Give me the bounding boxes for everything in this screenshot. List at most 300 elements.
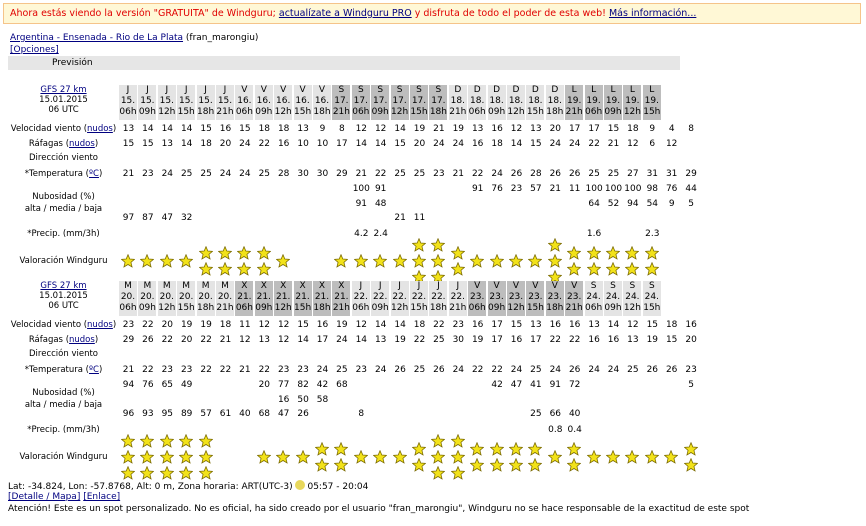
time-header-cell: [468, 85, 486, 120]
cloud-high-value: 91: [471, 184, 484, 194]
day-date: 18.: [470, 96, 485, 106]
time-header-cell: [119, 85, 137, 120]
detail-map-link[interactable]: [Detalle / Mapa]: [8, 492, 81, 502]
day-date: 18.: [547, 96, 562, 106]
banner-text-2: y disfruta de todo el poder de esta web!: [411, 8, 609, 19]
day-date: 18.: [508, 96, 524, 106]
hour: 18h: [197, 107, 215, 117]
weekday: X: [338, 281, 345, 291]
gusts-value: 14: [297, 335, 309, 345]
gusts-unit-link[interactable]: nudos: [69, 139, 95, 149]
rating-star-icon: [606, 246, 620, 260]
day-date: 15.: [120, 96, 136, 106]
gusts-value: 15: [142, 139, 154, 149]
temp-value: 23: [180, 365, 193, 375]
rating-star-icon: [664, 450, 678, 464]
cloud-mid-value: 16: [277, 395, 290, 405]
temp-value: 26: [549, 169, 562, 179]
cloud-high-value: 57: [530, 184, 542, 194]
cloud-high-value: 20: [258, 380, 271, 390]
hour: 18h: [546, 303, 564, 313]
speed-unit-link[interactable]: nudos: [87, 124, 113, 134]
weekday: M: [162, 281, 171, 291]
hour: 06h: [119, 303, 137, 313]
sun-icon: [295, 480, 305, 490]
cloud-high-value: 23: [510, 184, 523, 194]
weekday: J: [223, 85, 227, 95]
hour: 12h: [391, 107, 409, 117]
rating-star-icon: [587, 450, 601, 464]
rating-star-icon: [257, 262, 271, 276]
rating-star-icon: [237, 246, 251, 260]
paren: ): [98, 365, 103, 375]
speed-value: 18: [665, 320, 678, 330]
model-run: 06 UTC: [48, 105, 79, 115]
day-date: 22.: [450, 292, 465, 302]
time-header-cell: [274, 85, 292, 120]
rating-star-icon: [373, 254, 387, 268]
temp-value: 24: [607, 365, 620, 375]
speed-value: 16: [491, 124, 503, 134]
temp-value: 26: [433, 365, 445, 375]
gusts-row-label: [8, 335, 119, 345]
weekday: S: [338, 85, 345, 95]
rating-star-icon: [645, 246, 659, 260]
temp-value: 22: [200, 365, 212, 375]
hour: 09h: [604, 107, 622, 117]
location-path-link[interactable]: Argentina - Ensenada - Rio de La Plata: [10, 33, 184, 43]
rating-star-icon: [296, 450, 310, 464]
hour: 09h: [371, 303, 389, 313]
cloud-low-value: 11: [413, 213, 426, 223]
rating-star-icon: [199, 262, 213, 276]
cloud-high-value: 100: [585, 184, 603, 194]
rating-star-icon: [218, 246, 232, 260]
direction-label: Dirección viento: [29, 153, 98, 163]
temp-row-label: [8, 169, 119, 179]
cloud-label: Nubosidad (%): [32, 192, 95, 202]
rating-star-icon: [490, 442, 504, 456]
rating-star-icon: [276, 254, 290, 268]
day-date: 23.: [508, 292, 524, 302]
weekday: M: [124, 281, 132, 291]
day-date: 17.: [373, 96, 388, 106]
speed-value: 22: [433, 320, 445, 330]
weekday: X: [260, 281, 267, 291]
gusts-value: 24: [336, 335, 348, 345]
speed-value: 15: [239, 124, 251, 134]
time-header-cell: [488, 281, 506, 316]
link-link[interactable]: [Enlace]: [83, 492, 121, 502]
cloud-high-value: 47: [510, 380, 523, 390]
weekday: J: [417, 281, 421, 291]
precip-value: 2.3: [645, 229, 660, 239]
day-date: 23.: [528, 292, 543, 302]
precip-label: *Precip. (mm/3h): [27, 425, 100, 435]
speed-value: 18: [219, 320, 232, 330]
model-link[interactable]: GFS 27 km: [40, 85, 87, 95]
gusts-row-label: [8, 139, 119, 149]
time-header-cell: [235, 281, 253, 316]
day-date: 18.: [528, 96, 543, 106]
gusts-value: 17: [316, 335, 329, 345]
time-header-cell: [410, 281, 428, 316]
weekday: D: [531, 85, 539, 95]
hour: 12h: [507, 303, 525, 313]
rating-star-icon: [548, 238, 562, 252]
time-header-cell: [449, 281, 467, 316]
temp-value: 25: [627, 365, 639, 375]
rating-star-icon: [334, 458, 348, 472]
hour: 21h: [216, 107, 234, 117]
rating-star-icon: [509, 442, 523, 456]
rating-star-icon: [218, 262, 232, 276]
time-header-cell: [158, 281, 176, 316]
speed-value: 15: [200, 124, 212, 134]
rating-star-icon: [431, 254, 445, 268]
rating-star-icon: [431, 238, 445, 252]
speed-value: 13: [297, 124, 309, 134]
cloud-high-value: 98: [646, 184, 659, 194]
temp-value: 22: [374, 169, 387, 179]
temp-value: 21: [122, 365, 135, 375]
hour: 06h: [235, 107, 253, 117]
temp-value: 24: [316, 365, 329, 375]
rating-star-icon: [140, 466, 154, 480]
rating-star-icon: [451, 434, 465, 448]
time-header-cell: [565, 85, 583, 120]
speed-value: 19: [336, 320, 348, 330]
temp-value: 26: [646, 365, 659, 375]
day-date: 24.: [625, 292, 640, 302]
weekday: J: [398, 281, 401, 291]
time-header-cell: [623, 85, 641, 120]
time-header-cell: [468, 281, 486, 316]
weekday: S: [416, 85, 422, 95]
temp-value: 21: [122, 169, 135, 179]
speed-value: 12: [355, 320, 368, 330]
speed-value: 21: [433, 124, 445, 134]
weekday: M: [182, 281, 191, 291]
temp-value: 21: [239, 365, 251, 375]
precip-value: 0.4: [567, 425, 582, 435]
precip-row-label: [8, 229, 119, 239]
speed-value: 19: [452, 124, 465, 134]
gusts-value: 21: [219, 335, 232, 345]
cloud-levels-label: alta / media / baja: [24, 400, 103, 410]
day-date: 22.: [353, 292, 368, 302]
cloud-high-value: 76: [491, 184, 503, 194]
rating-star-icon: [412, 238, 426, 252]
rating-star-icon: [160, 466, 174, 480]
gusts-value: 24: [433, 139, 445, 149]
gusts-value: 14: [355, 139, 368, 149]
speed-value: 20: [161, 320, 174, 330]
day-date: 15.: [140, 96, 155, 106]
temp-value: 22: [471, 169, 484, 179]
cloud-low-value: 40: [239, 409, 251, 419]
day-date: 20.: [140, 292, 155, 302]
hour: 09h: [138, 303, 156, 313]
temp-value: 25: [530, 365, 542, 375]
gusts-value: 22: [258, 139, 271, 149]
rating-star-icon: [451, 246, 465, 260]
temp-value: 24: [452, 365, 465, 375]
time-header-cell: [197, 85, 215, 120]
day-date: 20.: [159, 292, 174, 302]
weekday: J: [126, 85, 130, 95]
weekday: L: [610, 85, 616, 95]
rating-star-icon: [470, 458, 484, 472]
gusts-value: 24: [452, 139, 465, 149]
temp-value: 30: [316, 169, 329, 179]
hour: 18h: [197, 303, 215, 313]
rating-star-icon: [490, 458, 504, 472]
weekday: S: [648, 281, 655, 291]
speed-value: 12: [627, 320, 639, 330]
temp-value: 24: [239, 169, 251, 179]
rating-star-icon: [315, 458, 329, 472]
temp-value: 25: [200, 169, 212, 179]
hour: 18h: [546, 107, 564, 117]
rating-star-icon: [548, 254, 562, 268]
temp-value: 22: [142, 365, 154, 375]
speed-value: 23: [452, 320, 465, 330]
cloud-low-value: 95: [161, 409, 174, 419]
weekday: J: [437, 281, 440, 291]
gusts-value: 25: [433, 335, 445, 345]
day-date: 22.: [431, 292, 446, 302]
rating-star-icon: [412, 458, 426, 472]
temp-value: 24: [510, 365, 523, 375]
cloud-mid-value: 50: [297, 395, 309, 405]
hour: 06h: [352, 107, 370, 117]
gusts-value: 17: [530, 335, 542, 345]
temp-value: 31: [665, 169, 678, 179]
cloud-low-value: 26: [297, 409, 309, 419]
gusts-value: 14: [180, 139, 193, 149]
speed-value: 8: [688, 124, 694, 134]
hour: 12h: [274, 107, 292, 117]
time-header-cell: [371, 85, 389, 120]
gusts-value: 20: [413, 139, 426, 149]
paren: ): [94, 335, 99, 345]
time-header-cell: [235, 85, 253, 120]
speed-value: 16: [471, 320, 484, 330]
gusts-value: 24: [568, 139, 581, 149]
gusts-value: 19: [646, 335, 659, 345]
speed-value: 12: [258, 320, 271, 330]
time-header-cell: [352, 281, 370, 316]
speed-value: 12: [374, 124, 387, 134]
rating-row-label: [8, 256, 119, 266]
hour: 15h: [177, 303, 195, 313]
hour: 12h: [158, 107, 176, 117]
weekday: S: [590, 281, 597, 291]
gusts-value: 15: [394, 139, 406, 149]
gusts-value: 20: [685, 335, 697, 345]
time-header-cell: [526, 281, 544, 316]
rating-star-icon: [587, 262, 601, 276]
speed-value: 19: [413, 124, 426, 134]
gusts-value: 30: [452, 335, 465, 345]
gusts-value: 29: [122, 335, 135, 345]
speed-unit-link[interactable]: nudos: [87, 320, 113, 330]
speed-value: 9: [649, 124, 656, 134]
gusts-value: 13: [161, 139, 174, 149]
day-date: 18.: [450, 96, 465, 106]
temp-value: 24: [161, 169, 174, 179]
hour: 09h: [255, 303, 273, 313]
upgrade-pro-link[interactable]: actualízate a Windguru PRO: [278, 8, 412, 19]
rating-star-icon: [354, 450, 368, 464]
gusts-value: 12: [627, 139, 639, 149]
temp-value: 25: [394, 169, 406, 179]
temp-value: 22: [491, 365, 503, 375]
rating-star-icon: [199, 246, 213, 260]
rating-star-icon: [160, 450, 174, 464]
cloud-mid-value: 52: [607, 199, 620, 209]
weekday: S: [396, 85, 403, 95]
cloud-high-value: 41: [530, 380, 542, 390]
day-date: 16.: [237, 96, 252, 106]
temp-label: *Temperatura (: [24, 365, 89, 375]
rating-star-icon: [160, 254, 174, 268]
time-header-cell: [216, 281, 234, 316]
time-header-cell: [410, 85, 428, 120]
weekday: D: [454, 85, 462, 95]
speed-value: 13: [530, 124, 542, 134]
day-date: 16.: [276, 96, 291, 106]
hour: 09h: [604, 303, 622, 313]
rating-star-icon: [567, 262, 581, 276]
model-date: 15.01.2015: [39, 291, 88, 301]
time-header-cell: [197, 281, 215, 316]
time-header-cell: [391, 85, 409, 120]
cloud-low-value: 57: [200, 409, 212, 419]
rating-star-icon: [315, 442, 329, 456]
gusts-unit-link[interactable]: nudos: [69, 335, 95, 345]
more-info-link[interactable]: Más información...: [608, 8, 697, 19]
hour: 09h: [138, 107, 156, 117]
temp-value: 24: [588, 365, 600, 375]
time-header-cell: [643, 85, 661, 120]
weekday: L: [649, 85, 655, 95]
hour: 06h: [585, 107, 603, 117]
hour: 06h: [585, 303, 603, 313]
rating-star-icon: [490, 254, 504, 268]
day-date: 21.: [237, 292, 252, 302]
model-link[interactable]: GFS 27 km: [40, 281, 87, 291]
temp-value: 23: [161, 365, 174, 375]
speed-value: 16: [685, 320, 697, 330]
speed-value: 17: [491, 320, 503, 330]
direction-row-label: [8, 153, 119, 163]
options-link[interactable]: [Opciones]: [10, 45, 59, 55]
weekday: V: [493, 281, 500, 291]
temp-value: 26: [394, 365, 406, 375]
gusts-value: 12: [277, 335, 290, 345]
speed-value: 15: [510, 320, 523, 330]
cloud-mid-value: 48: [374, 199, 387, 209]
temp-value: 29: [336, 169, 348, 179]
speed-value: 16: [219, 124, 232, 134]
temp-unit-link[interactable]: ºC: [89, 365, 99, 375]
temp-unit-link[interactable]: ºC: [89, 169, 99, 179]
temp-value: 24: [219, 169, 232, 179]
speed-value: 22: [142, 320, 154, 330]
day-date: 17.: [353, 96, 368, 106]
weekday: S: [377, 85, 384, 95]
temp-value: 31: [646, 169, 659, 179]
gusts-value: 15: [530, 139, 542, 149]
speed-label: Velocidad viento (: [10, 320, 88, 330]
cloud-low-value: 32: [180, 213, 193, 223]
hour: 06h: [468, 303, 486, 313]
rating-star-icon: [451, 262, 465, 276]
weekday: V: [280, 85, 287, 95]
weekday: J: [165, 85, 169, 95]
rating-star-icon: [140, 254, 154, 268]
temp-value: 30: [297, 169, 309, 179]
speed-value: 4: [668, 124, 675, 134]
rating-star-icon: [412, 442, 426, 456]
cloud-high-value: 65: [161, 380, 174, 390]
cloud-high-value: 72: [568, 380, 581, 390]
hour: 06h: [468, 107, 486, 117]
spot-notice: Atención! Este es un spot personalizado. No es oficial, ha sido creado por el usuario "fran_marongiu", Windguru no se hace responsable de la exactitud de este spot: [8, 504, 750, 514]
paren: ): [98, 169, 103, 179]
weekday: M: [143, 281, 152, 291]
cloud-low-value: 66: [549, 409, 562, 419]
time-header-cell: [138, 281, 156, 316]
speed-value: 13: [471, 124, 484, 134]
rating-star-icon: [567, 246, 581, 260]
temp-value: 23: [277, 365, 290, 375]
rating-star-icon: [567, 442, 581, 456]
day-date: 19.: [625, 96, 640, 106]
cloud-high-value: 100: [624, 184, 642, 194]
rating-star-icon: [528, 254, 542, 268]
speed-row-label: [8, 124, 119, 134]
cloud-levels-label: alta / media / baja: [24, 204, 103, 214]
rating-label: Valoración Windguru: [19, 452, 108, 462]
temp-value: 22: [219, 365, 232, 375]
forecast-title: Previsión: [52, 58, 93, 68]
gusts-value: 16: [471, 139, 484, 149]
paren: ): [112, 124, 117, 134]
hour: 15h: [177, 107, 195, 117]
temp-value: 25: [258, 169, 271, 179]
cloud-low-value: 96: [122, 409, 135, 419]
speed-value: 20: [549, 124, 562, 134]
time-header-cell: [313, 281, 331, 316]
time-header-cell: [294, 281, 312, 316]
day-date: 24.: [586, 292, 601, 302]
cloud-high-value: 49: [180, 380, 193, 390]
hour: 09h: [488, 107, 506, 117]
weekday: S: [357, 85, 364, 95]
hour: 15h: [526, 107, 544, 117]
day-date: 16.: [314, 96, 330, 106]
time-header-cell: [158, 85, 176, 120]
day-date: 18.: [489, 96, 504, 106]
time-header-cell: [391, 281, 409, 316]
time-header-cell: [488, 85, 506, 120]
hour: 12h: [158, 303, 176, 313]
temp-value: 21: [355, 169, 368, 179]
day-date: 19.: [605, 96, 621, 106]
